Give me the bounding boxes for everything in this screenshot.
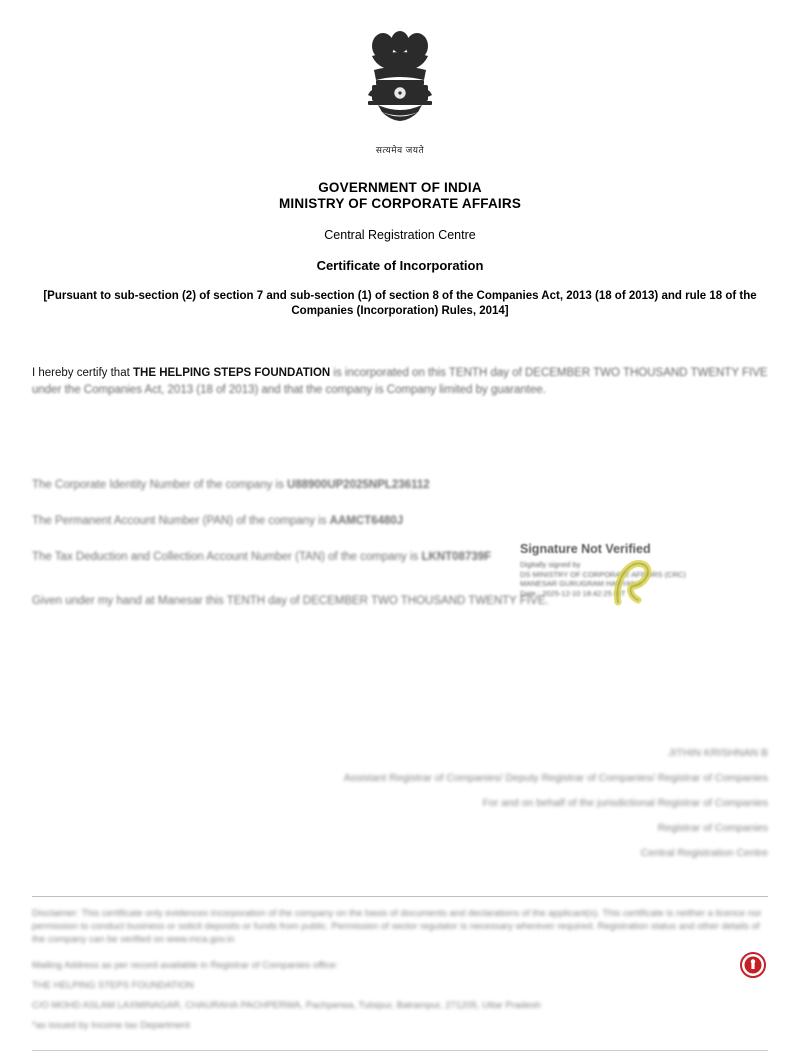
signatory-crc: Central Registration Centre	[640, 847, 768, 859]
tan-value: LKNT08739F	[421, 551, 492, 563]
emblem-motto: सत्यमेव जयते	[375, 145, 425, 155]
mailing-address-value: C/O MOHD ASLAM LAXMINAGAR, CHAURAHA PACHPERWA, Pachperwa, Tulsipur, Balrampur, 271205, Uttar Pradesh	[32, 1000, 541, 1011]
mailing-address-label: Mailing Address as per record available in Registrar of Companies office:	[32, 960, 339, 971]
mailing-company-name: THE HELPING STEPS FOUNDATION	[32, 980, 194, 991]
signature-captions	[0, 741, 800, 866]
signature-detail-line: Digitally signed by	[520, 560, 581, 569]
certify-tail: is incorporated on this TENTH day of DECEMBER TWO THOUSAND TWENTY FIVE under the Companies Act, 2013 (18 of 2013) and that the company is Company limited by guarantee.	[32, 367, 768, 396]
cin-label: The Corporate Identity Number of the company is	[32, 479, 284, 491]
pursuant-clause: [Pursuant to sub-section (2) of section 7 and sub-section (1) of section 8 of the Companies Act, 2013 (18 of 2013) and rule 18 of the Companies (Incorporation) Rules, 2014]	[43, 290, 757, 317]
certify-prefix: I hereby certify that	[32, 367, 130, 379]
india-state-emblem-icon	[352, 22, 448, 142]
signatory-designation: Assistant Registrar of Companies/ Deputy Registrar of Companies/ Registrar of Companies	[343, 772, 768, 784]
signature-detail-line: MANESAR GURUGRAM HARYANA	[520, 579, 642, 588]
signatory-behalf: For and on behalf of the jurisdictional Registrar of Companies	[482, 797, 768, 809]
government-line-1: GOVERNMENT OF INDIA	[318, 180, 482, 195]
government-line-2: MINISTRY OF CORPORATE AFFAIRS	[278, 196, 522, 211]
signatory-name: JITHIN KRISHNAN B	[668, 747, 768, 759]
red-seal-icon	[740, 952, 766, 978]
disclaimer-text: Disclaimer: This certificate only evidences incorporation of the company on the basis of documents and declarations of the applicant(s). This certificate is neither a licence nor permission to conduct business or solicit deposits or funds from public. Permission of sector regulator is necessary wherever required. Registration status and other details of the company can be verified on www.mca.gov.in	[32, 908, 762, 945]
company-name: THE HELPING STEPS FOUNDATION	[133, 367, 331, 379]
emblem-container	[0, 0, 800, 156]
signature-squiggle-icon	[608, 556, 666, 612]
office-name: Central Registration Centre	[324, 228, 476, 242]
signature-status: Signature Not Verified	[520, 542, 651, 556]
mailing-address-block	[0, 956, 800, 1036]
pan-label: The Permanent Account Number (PAN) of the company is	[32, 515, 327, 527]
pan-value: AAMCT6480J	[329, 515, 404, 527]
pan-row	[32, 513, 768, 529]
document-header	[0, 180, 800, 319]
cin-value: U88900UP2025NPL236112	[287, 479, 430, 491]
tan-label: The Tax Deduction and Collection Account Number (TAN) of the company is	[32, 551, 419, 563]
disclaimer-block	[0, 897, 800, 946]
given-under-text: Given under my hand at Manesar this TENTH day of DECEMBER TWO THOUSAND TWENTY FIVE.	[32, 595, 549, 607]
digital-signature-stamp	[520, 542, 720, 622]
signature-detail-line: DS MINISTRY OF CORPORATE AFFAIRS (CRC)	[520, 569, 686, 579]
footnote: *as issued by Income tax Department	[32, 1020, 190, 1031]
page-title: Certificate of Incorporation	[316, 258, 484, 273]
signatory-roc: Registrar of Companies	[657, 822, 768, 834]
signature-detail-line: Date : 2025-12-10 18:42:25 IST	[520, 588, 626, 598]
certify-statement	[32, 365, 768, 399]
cin-row	[32, 477, 768, 493]
